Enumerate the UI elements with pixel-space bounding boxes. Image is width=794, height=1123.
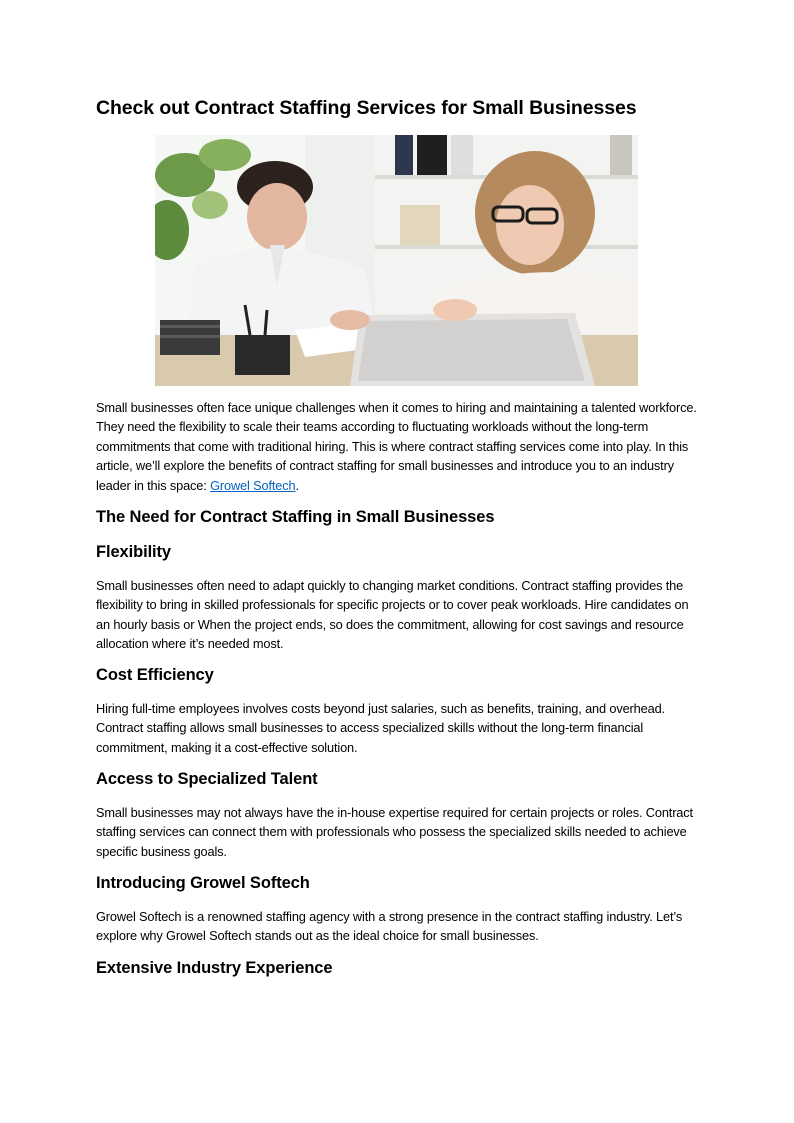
- section-heading-cost-efficiency: Cost Efficiency: [96, 666, 214, 684]
- intro-paragraph: [96, 398, 700, 495]
- section-heading-industry-experience: Extensive Industry Experience: [96, 959, 333, 977]
- section-heading-flexibility: Flexibility: [96, 543, 172, 561]
- section-heading-introducing-growel: Introducing Growel Softech: [96, 874, 310, 892]
- section-heading-specialized-talent: Access to Specialized Talent: [96, 770, 318, 788]
- specialized-talent-paragraph: Small businesses may not always have the in-house expertise required for certain projects or roles. Contract staffing services can connect them with professionals who possess the specialized skills needed to achieve specific business goals.: [96, 805, 693, 859]
- growel-softech-link[interactable]: Growel Softech: [210, 477, 296, 493]
- introducing-growel-paragraph: Growel Softech is a renowned staffing agency with a strong presence in the contract staffing industry. Let’s explore why Growel Softech stands out as the ideal choice for small businesses.: [96, 909, 683, 944]
- page-title: Check out Contract Staffing Services for Small Businesses: [96, 97, 637, 119]
- section-heading-need: The Need for Contract Staffing in Small Businesses: [96, 508, 495, 526]
- intro-text: Small businesses often face unique challenges when it comes to hiring and maintaining a talented workforce. They need the flexibility to scale their teams according to fluctuating workloads without the long-term commitments that come with traditional hiring. This is where contract staffing services come into play. In this article, we’ll explore the benefits of contract staffing for small businesses and introduce you to an industry leader in this space:: [96, 400, 697, 493]
- intro-period: .: [295, 477, 299, 493]
- cost-efficiency-paragraph: Hiring full-time employees involves costs beyond just salaries, such as benefits, training, and overhead. Contract staffing allows small businesses to access specialized skills without the long-term financial commitment, making it a cost-effective solution.: [96, 701, 665, 755]
- office-photo: [155, 135, 638, 386]
- flexibility-paragraph: Small businesses often need to adapt quickly to changing market conditions. Contract staffing provides the flexibility to bring in skilled professionals for specific projects or to cover peak workloads. Hire candidates on an hourly basis or When the project ends, so does the commitment, allowing for cost savings and resource allocation where it’s needed most.: [96, 578, 689, 652]
